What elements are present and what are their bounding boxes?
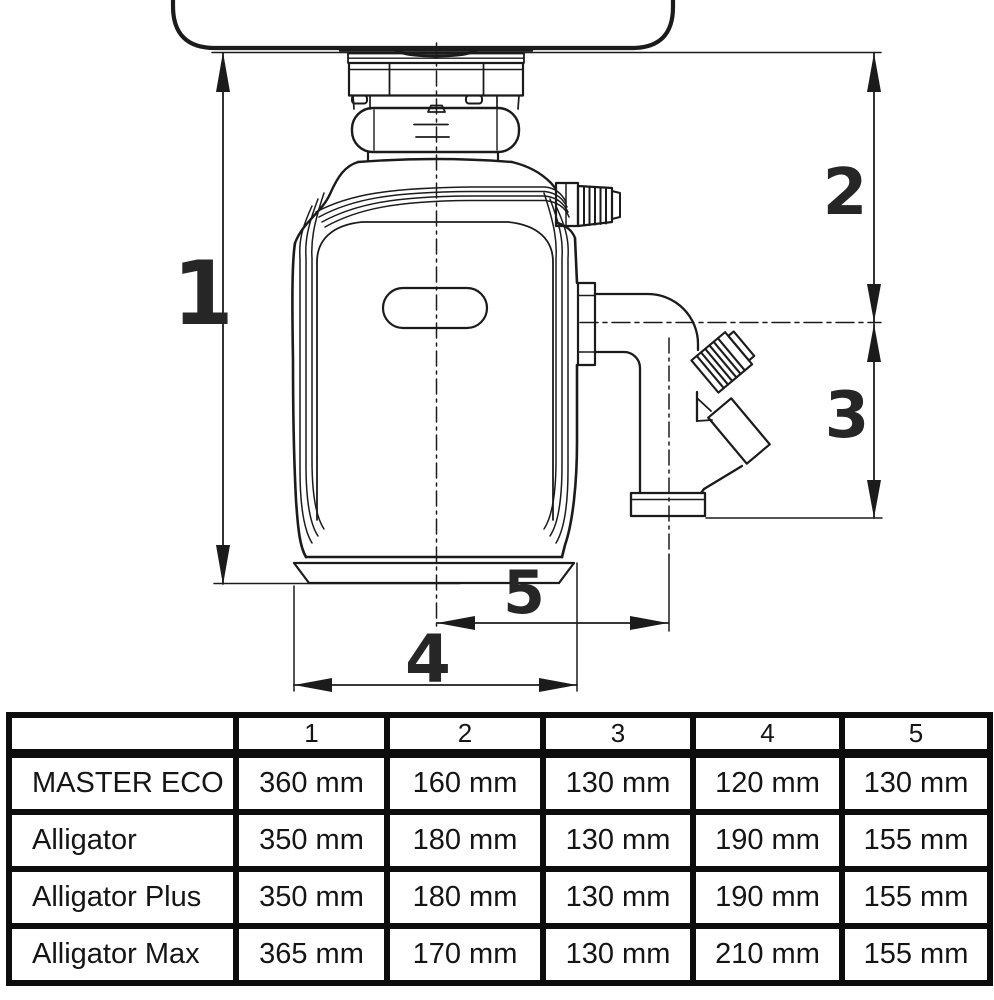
outlet-assembly [578,283,770,516]
dimension-label-1: 1 [172,242,234,345]
cable-gland [697,398,770,464]
model-name: Alligator Plus [9,869,236,926]
dim-value: 130 mm [543,754,693,813]
outlet-foot-flange [631,493,705,516]
table-row [9,812,990,869]
dimension-line-1 [214,52,460,585]
dim-value: 350 mm [236,869,387,926]
dim-value: 180 mm [387,869,543,926]
spec-table-wrap [6,712,987,986]
center-lines [437,43,882,631]
table-row [9,754,990,813]
brand-badge-oval [383,288,487,328]
dim-value: 155 mm [842,869,990,926]
model-name: Alligator [9,812,236,869]
dishwasher-inlet-nozzle [556,183,620,226]
dim-value: 365 mm [236,926,387,983]
dim-value: 120 mm [693,754,842,813]
outlet-flange [578,283,595,365]
table-row [9,926,990,983]
body-inner-panel [317,222,553,520]
table-col-3: 3 [543,715,693,754]
dim-value: 360 mm [236,754,387,813]
dim-value: 170 mm [387,926,543,983]
sink-basin [173,0,673,56]
dim-value: 130 mm [543,926,693,983]
dim-value: 190 mm [693,812,842,869]
dimension-line-5 [437,616,668,630]
table-corner-cell [9,715,236,754]
dim-value: 130 mm [543,869,693,926]
table-col-4: 4 [693,715,842,754]
dim-value: 190 mm [693,869,842,926]
dim-value: 350 mm [236,812,387,869]
spec-table [6,712,993,986]
anti-vibration-collar [352,108,519,152]
dim-value: 130 mm [543,812,693,869]
table-col-2: 2 [387,715,543,754]
body-rib-band [316,187,569,227]
dimension-label-3: 3 [824,379,870,453]
dimension-line-2 [867,53,881,322]
table-col-5: 5 [842,715,990,754]
table-row [9,869,990,926]
dim-value: 180 mm [387,812,543,869]
dimension-label-5: 5 [503,558,545,628]
dimension-label-4: 4 [405,621,451,698]
dim-value: 210 mm [693,926,842,983]
table-col-1: 1 [236,715,387,754]
table-header-row [9,715,990,754]
dim-value: 155 mm [842,926,990,983]
dimension-label-2: 2 [822,156,868,230]
model-name: MASTER ECO [9,754,236,813]
dim-value: 155 mm [842,812,990,869]
body-contour-lines [300,193,568,543]
model-name: Alligator Max [9,926,236,983]
mounting-bolt-right [466,96,482,104]
disposer-body [292,152,577,583]
threaded-connector [691,328,757,393]
dim-value: 130 mm [842,754,990,813]
centerline-joint-marks [414,125,449,138]
dim-value: 160 mm [387,754,543,813]
